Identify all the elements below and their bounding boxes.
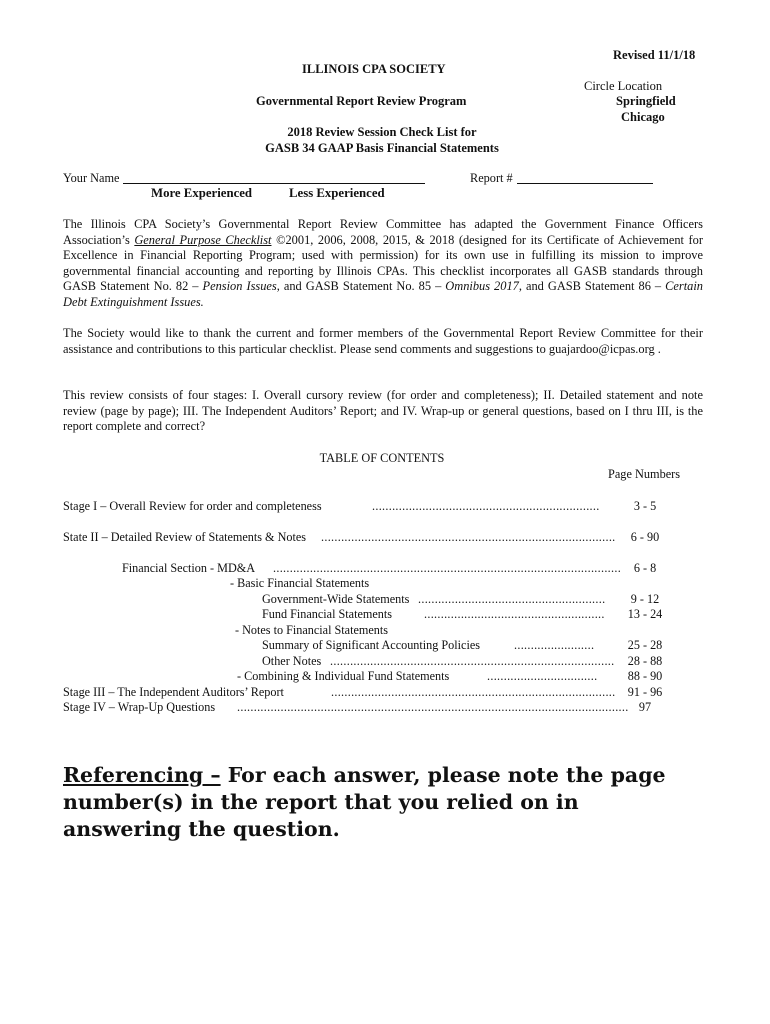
toc-entry-label: - Combining & Individual Fund Statements xyxy=(237,669,450,683)
toc-entry-pages: 97 xyxy=(638,700,652,714)
report-number-label: Report # xyxy=(470,171,513,185)
org-name: ILLINOIS CPA SOCIETY xyxy=(302,62,446,76)
checklist-title-line2: GASB 34 GAAP Basis Financial Statements xyxy=(265,141,499,155)
toc-leader: ...................................................... xyxy=(424,607,605,621)
toc-entry-pages: 88 - 90 xyxy=(627,669,663,683)
toc-entry-pages: 13 - 24 xyxy=(627,607,663,621)
toc-entry-pages: 28 - 88 xyxy=(627,654,663,668)
toc-title: TABLE OF CONTENTS xyxy=(319,451,445,465)
toc-leader: ........................ xyxy=(514,638,595,652)
toc-leader: ........................................................................................ xyxy=(321,530,616,544)
toc-entry-pages: 6 - 90 xyxy=(630,530,660,544)
location-springfield[interactable]: Springfield xyxy=(616,94,676,108)
toc-entry-label: Stage I – Overall Review for order and completeness xyxy=(63,499,322,513)
report-number-field[interactable] xyxy=(517,172,653,184)
circle-location-label: Circle Location xyxy=(584,79,663,93)
toc-entry-label: Stage IV – Wrap-Up Questions xyxy=(63,700,216,714)
toc-entry-pages: 3 - 5 xyxy=(633,499,657,513)
your-name-label: Your Name xyxy=(63,171,120,185)
location-chicago[interactable]: Chicago xyxy=(621,110,665,124)
your-name-field[interactable] xyxy=(123,172,425,184)
toc-leader: ..................................................................................... xyxy=(331,685,616,699)
intro-paragraph-2: The Society would like to thank the current and former members of the Governmental Report Review Committee for their assistance and contributions to this particular checklist. Please send comments and suggestions to guajardoo@icpas.org . xyxy=(63,326,703,356)
general-purpose-checklist-title: General Purpose Checklist xyxy=(134,232,272,247)
toc-entry-pages: 9 - 12 xyxy=(630,592,660,606)
toc-entry-pages: 6 - 8 xyxy=(633,561,657,575)
intro-paragraph-3: This review consists of four stages: I. Overall cursory review (for order and completeness); II. Detailed statement and note review (page by page); III. The Independent Auditors’ Report; and IV. Wrap-up or general questions, based on I thru III, is the report complete and correct? xyxy=(63,388,703,434)
checklist-title-line1: 2018 Review Session Check List for xyxy=(287,125,477,139)
toc-entry-label: - Notes to Financial Statements xyxy=(235,623,388,637)
program-title: Governmental Report Review Program xyxy=(256,94,467,108)
intro-paragraph-1: The Illinois CPA Society’s Governmental Report Review Committee has adapted the Government Finance Officers Association’s General Purpose Checklist ©2001, 2006, 2008, 2015, & 2018 (designed for its Certificate of Achievement for Excellence in Financial Reporting Program; used with permission) for its own use in fulfilling its mission to improve governmental financial accounting and reporting by Illinois CPAs. This checklist incorporates all GASB standards through GASB Statement No. 82 – Pension Issues, and GASB Statement No. 85 – Omnibus 2017, and GASB Statement 86 – Certain Debt Extinguishment Issues. xyxy=(63,217,703,309)
toc-entry-label: Financial Section - MD&A xyxy=(122,561,256,575)
more-experienced-option[interactable]: More Experienced xyxy=(151,186,253,200)
toc-leader: ........................................................ xyxy=(418,592,606,606)
toc-leader: ..................................................................................................................... xyxy=(237,700,629,714)
toc-entry-label: State II – Detailed Review of Statements & Notes xyxy=(63,530,307,544)
page-numbers-header: Page Numbers xyxy=(608,467,681,481)
referencing-note: Referencing – For each answer, please note the page number(s) in the report that you relied on in answering the question. xyxy=(63,763,666,841)
toc-entry-label: Stage III – The Independent Auditors’ Report xyxy=(63,685,284,699)
revised-date: Revised 11/1/18 xyxy=(613,48,696,62)
toc-entry-label: Government-Wide Statements xyxy=(262,592,410,606)
toc-leader: .................................................................... xyxy=(372,499,600,513)
toc-entry-label: Summary of Significant Accounting Policies xyxy=(262,638,480,652)
toc-leader: ................................. xyxy=(487,669,598,683)
toc-entry-label: Other Notes xyxy=(262,654,322,668)
referencing-heading: Referencing – xyxy=(63,763,221,787)
toc-entry-pages: 91 - 96 xyxy=(627,685,663,699)
less-experienced-option[interactable]: Less Experienced xyxy=(289,186,385,200)
toc-entry-label: - Basic Financial Statements xyxy=(230,576,370,590)
toc-leader: ........................................................................................................ xyxy=(273,561,622,575)
toc-entry-label: Fund Financial Statements xyxy=(262,607,392,621)
toc-leader: ..................................................................................... xyxy=(330,654,615,668)
toc-entry-pages: 25 - 28 xyxy=(627,638,663,652)
